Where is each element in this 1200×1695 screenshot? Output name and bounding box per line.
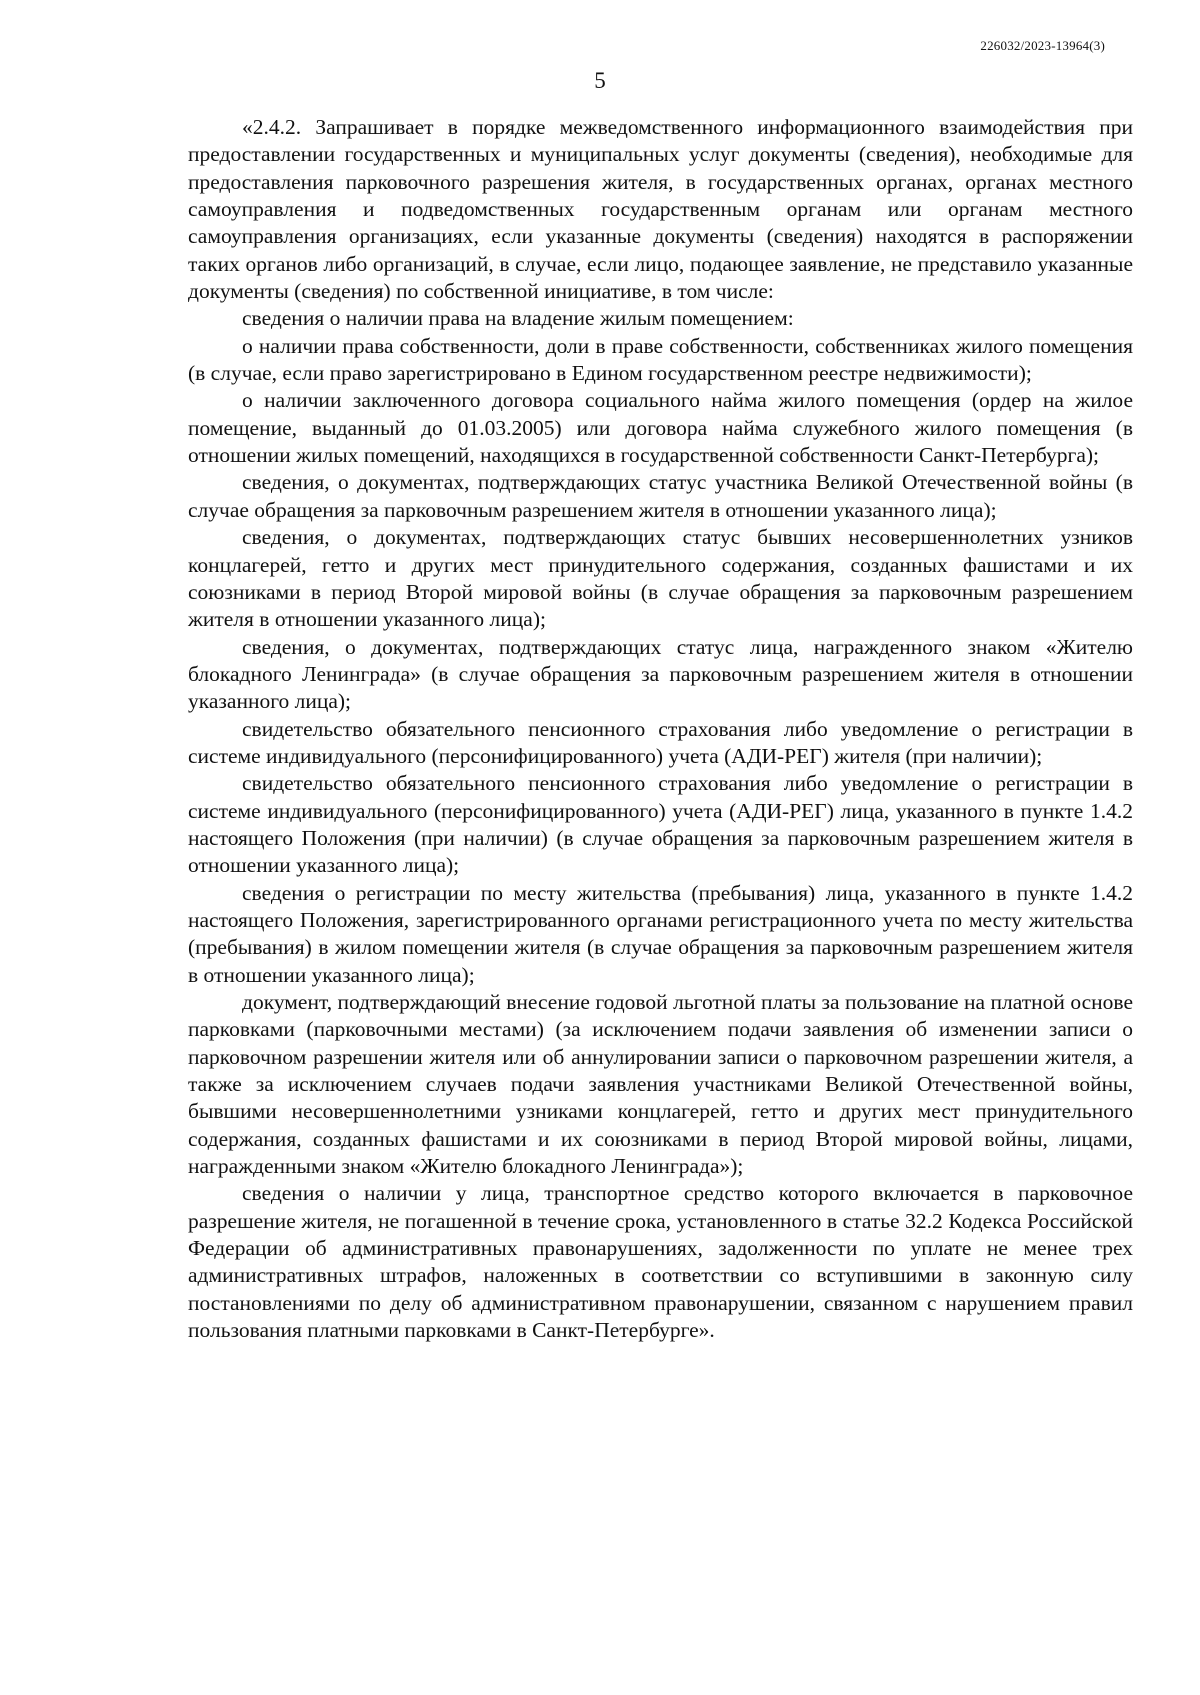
document-id: 226032/2023-13964(3)	[980, 38, 1105, 53]
paragraph-pension-resident: свидетельство обязательного пенсионного страхования либо уведомление о регистрации в системе индивидуального (персонифицированного) учета (АДИ-РЕГ) жителя (при наличии);	[188, 716, 1133, 768]
paragraph-camp-prisoners: сведения, о документах, подтверждающих статус бывших несовершеннолетних узников концлагерей, гетто и других мест принудительного содержания, созданных фашистами и их союзниками в период Второй мировой войны (в случае обращения за парковочным разрешением жителя в отношении указанного лица);	[188, 525, 1133, 632]
paragraph-ownership: о наличии права собственности, доли в праве собственности, собственниках жилого помещения (в случае, если право зарегистрировано в Едином государственном реестре недвижимости);	[188, 333, 1133, 386]
paragraph-annual-fee: документ, подтверждающий внесение годовой льготной платы за пользование на платной основе парковками (парковочными местами) (за исключением подачи заявления об изменении записи о парковочном разрешении жителя или об аннулировании записи о парковочном разрешении жителя, а также за исключением случаев подачи заявления участниками Великой Отечественной войны, бывшими несовершеннолетними узниками концлагерей, гетто и других мест принудительного содержания, созданных фашистами и их союзниками в период Второй мировой войны, лицами, награжденными знаком «Жителю блокадного Ленинграда»);	[188, 990, 1133, 1179]
paragraph-registration: сведения о регистрации по месту жительства (пребывания) лица, указанного в пункте 1.4.2 настоящего Положения, зарегистрированного органами регистрационного учета по месту жительства (пребывания) в жилом помещении жителя (в случае обращения за парковочным разрешением жителя в отношении указанного лица);	[188, 880, 1133, 987]
document-body	[188, 114, 1133, 1344]
paragraph-war-veteran: сведения, о документах, подтверждающих статус участника Великой Отечественной войны (в случае обращения за парковочным разрешением жителя в отношении указанного лица);	[188, 470, 1133, 522]
paragraph-housing-rights: сведения о наличии права на владение жилым помещением:	[242, 306, 794, 331]
paragraph-fines: сведения о наличии у лица, транспортное средство которого включается в парковочное разрешение жителя, не погашенной в течение срока, установленного в статье 32.2 Кодекса Российской Федерации об административных правонарушениях, задолженности по уплате не менее трех административных штрафов, наложенных в соответствии со вступившими в законную силу постановлениями по делу об административном правонарушении, связанном с нарушением правил пользования платными парковками в Санкт-Петербурге».	[188, 1181, 1133, 1343]
paragraph-leningrad-siege: сведения, о документах, подтверждающих статус лица, награжденного знаком «Жителю блокадного Ленинграда» (в случае обращения за парковочным разрешением жителя в отношении указанного лица);	[188, 634, 1133, 714]
paragraph-2-4-2-intro: «2.4.2. Запрашивает в порядке межведомственного информационного взаимодействия при предоставлении государственных и муниципальных услуг документы (сведения), необходимые для предоставления парковочного разрешения жителя, в государственных органах, органах местного самоуправления и подведомственных государственным органам или органам местного самоуправления организациях, если указанные документы (сведения) находятся в распоряжении таких органов либо организаций, в случае, если лицо, подающее заявление, не представило указанные документы (сведения) по собственной инициативе, в том числе:	[188, 115, 1133, 304]
page-number: 5	[594, 68, 606, 93]
paragraph-pension-person: свидетельство обязательного пенсионного страхования либо уведомление о регистрации в системе индивидуального (персонифицированного) учета (АДИ-РЕГ) лица, указанного в пункте 1.4.2 настоящего Положения (при наличии) (в случае обращения за парковочным разрешением жителя в отношении указанного лица);	[188, 771, 1133, 878]
paragraph-social-lease: о наличии заключенного договора социального найма жилого помещения (ордер на жилое помещение, выданный до 01.03.2005) или договора найма служебного жилого помещения (в отношении жилых помещений, находящихся в государственной собственности Санкт-Петербурга);	[188, 388, 1133, 468]
